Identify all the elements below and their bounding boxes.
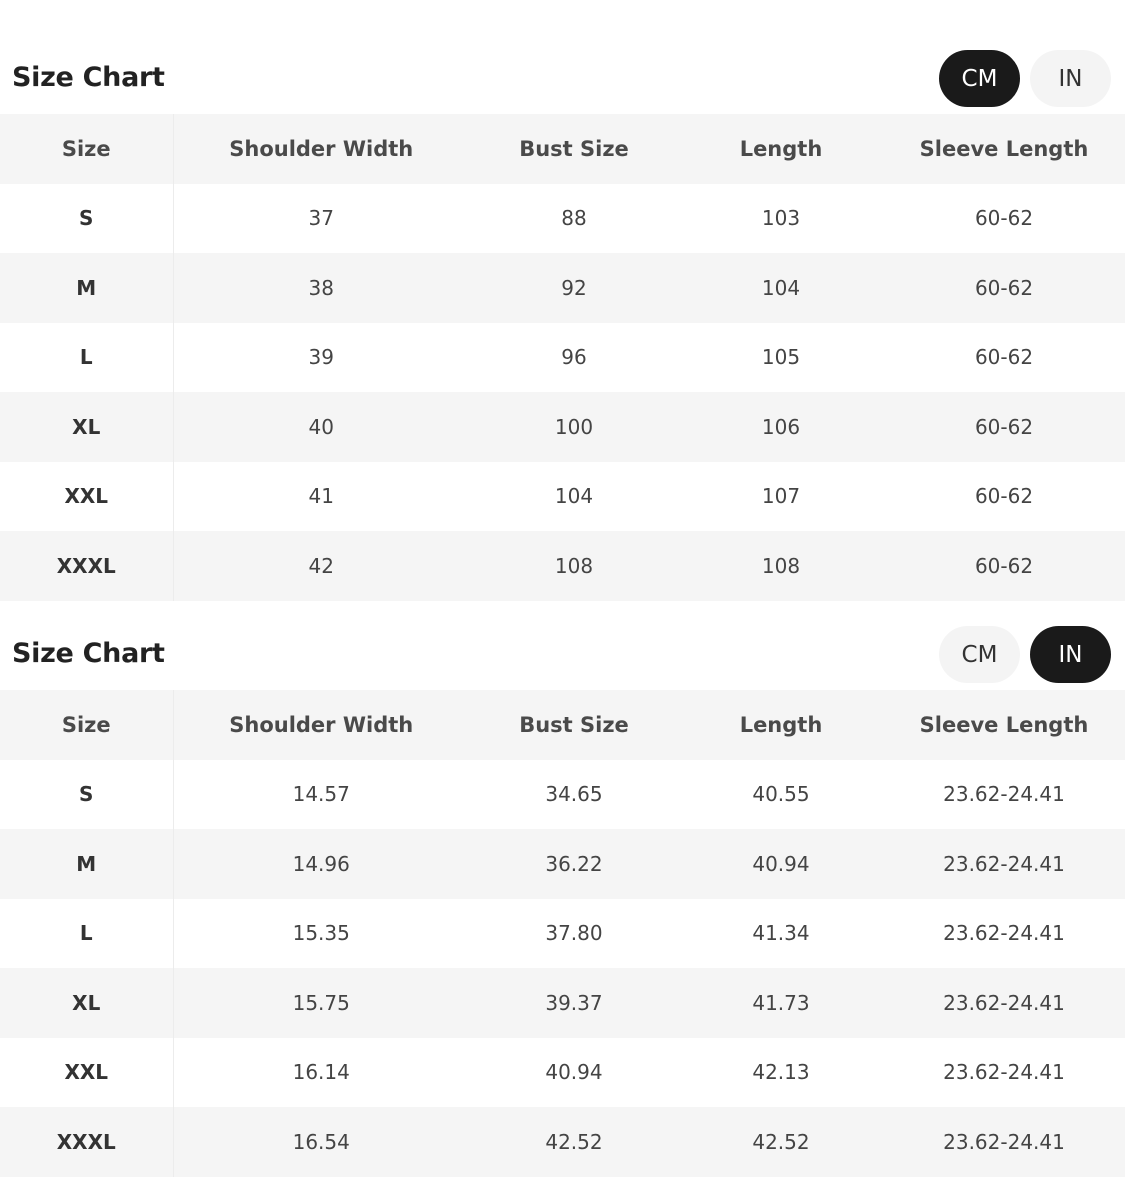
bust-size-cell: 92: [469, 253, 679, 323]
shoulder-width-cell: 37: [173, 184, 469, 254]
shoulder-width-cell: 42: [173, 531, 469, 601]
sleeve-length-cell: 60-62: [883, 462, 1125, 532]
table-header-row: [0, 114, 1125, 184]
size-chart-in-section: [0, 618, 1125, 1177]
shoulder-width-cell: 40: [173, 392, 469, 462]
table-row: [0, 829, 1125, 899]
size-cell: S: [0, 184, 173, 254]
length-cell: 41.73: [679, 968, 883, 1038]
in-unit-button[interactable]: IN: [1030, 626, 1111, 683]
column-header-shoulder-width: Shoulder Width: [173, 690, 469, 760]
bust-size-cell: 40.94: [469, 1038, 679, 1108]
column-header-sleeve-length: Sleeve Length: [883, 114, 1125, 184]
shoulder-width-cell: 39: [173, 323, 469, 393]
sleeve-length-cell: 23.62-24.41: [883, 1038, 1125, 1108]
shoulder-width-cell: 14.57: [173, 760, 469, 830]
in-unit-button[interactable]: IN: [1030, 50, 1111, 107]
sleeve-length-cell: 23.62-24.41: [883, 899, 1125, 969]
shoulder-width-cell: 15.75: [173, 968, 469, 1038]
size-cell: L: [0, 899, 173, 969]
bust-size-cell: 104: [469, 462, 679, 532]
sleeve-length-cell: 23.62-24.41: [883, 1107, 1125, 1177]
length-cell: 42.13: [679, 1038, 883, 1108]
shoulder-width-cell: 41: [173, 462, 469, 532]
shoulder-width-cell: 16.14: [173, 1038, 469, 1108]
size-chart-header: [0, 42, 1125, 114]
sleeve-length-cell: 23.62-24.41: [883, 968, 1125, 1038]
column-header-sleeve-length: Sleeve Length: [883, 690, 1125, 760]
length-cell: 42.52: [679, 1107, 883, 1177]
table-row: [0, 462, 1125, 532]
length-cell: 104: [679, 253, 883, 323]
bust-size-cell: 36.22: [469, 829, 679, 899]
column-header-length: Length: [679, 690, 883, 760]
length-cell: 41.34: [679, 899, 883, 969]
sleeve-length-cell: 23.62-24.41: [883, 760, 1125, 830]
length-cell: 103: [679, 184, 883, 254]
sleeve-length-cell: 23.62-24.41: [883, 829, 1125, 899]
size-cell: L: [0, 323, 173, 393]
size-cell: XXL: [0, 462, 173, 532]
column-header-size: Size: [0, 690, 173, 760]
column-header-length: Length: [679, 114, 883, 184]
size-cell: XL: [0, 968, 173, 1038]
size-table-in: [0, 690, 1125, 1177]
bust-size-cell: 39.37: [469, 968, 679, 1038]
shoulder-width-cell: 15.35: [173, 899, 469, 969]
sleeve-length-cell: 60-62: [883, 184, 1125, 254]
size-cell: M: [0, 253, 173, 323]
table-row: [0, 184, 1125, 254]
column-header-size: Size: [0, 114, 173, 184]
size-cell: XXXL: [0, 1107, 173, 1177]
table-row: [0, 968, 1125, 1038]
size-chart-cm-section: [0, 42, 1125, 601]
sleeve-length-cell: 60-62: [883, 392, 1125, 462]
bust-size-cell: 108: [469, 531, 679, 601]
table-row: [0, 899, 1125, 969]
table-row: [0, 1038, 1125, 1108]
size-chart-header: [0, 618, 1125, 690]
size-cell: M: [0, 829, 173, 899]
table-row: [0, 323, 1125, 393]
sleeve-length-cell: 60-62: [883, 253, 1125, 323]
table-row: [0, 531, 1125, 601]
table-row: [0, 392, 1125, 462]
size-table-cm: [0, 114, 1125, 601]
cm-unit-button[interactable]: CM: [939, 50, 1020, 107]
bust-size-cell: 34.65: [469, 760, 679, 830]
shoulder-width-cell: 16.54: [173, 1107, 469, 1177]
unit-toggle: [939, 50, 1112, 108]
length-cell: 106: [679, 392, 883, 462]
section-title: Size Chart: [12, 62, 165, 93]
bust-size-cell: 37.80: [469, 899, 679, 969]
table-header-row: [0, 690, 1125, 760]
bust-size-cell: 42.52: [469, 1107, 679, 1177]
table-row: [0, 760, 1125, 830]
length-cell: 108: [679, 531, 883, 601]
cm-unit-button[interactable]: CM: [939, 626, 1020, 683]
column-header-bust-size: Bust Size: [469, 690, 679, 760]
length-cell: 40.55: [679, 760, 883, 830]
unit-toggle: [939, 626, 1112, 684]
size-cell: XL: [0, 392, 173, 462]
sleeve-length-cell: 60-62: [883, 531, 1125, 601]
bust-size-cell: 96: [469, 323, 679, 393]
shoulder-width-cell: 14.96: [173, 829, 469, 899]
section-title: Size Chart: [12, 638, 165, 669]
shoulder-width-cell: 38: [173, 253, 469, 323]
length-cell: 107: [679, 462, 883, 532]
size-cell: S: [0, 760, 173, 830]
table-row: [0, 253, 1125, 323]
bust-size-cell: 88: [469, 184, 679, 254]
bust-size-cell: 100: [469, 392, 679, 462]
size-cell: XXL: [0, 1038, 173, 1108]
sleeve-length-cell: 60-62: [883, 323, 1125, 393]
size-cell: XXXL: [0, 531, 173, 601]
length-cell: 105: [679, 323, 883, 393]
column-header-bust-size: Bust Size: [469, 114, 679, 184]
table-row: [0, 1107, 1125, 1177]
column-header-shoulder-width: Shoulder Width: [173, 114, 469, 184]
length-cell: 40.94: [679, 829, 883, 899]
